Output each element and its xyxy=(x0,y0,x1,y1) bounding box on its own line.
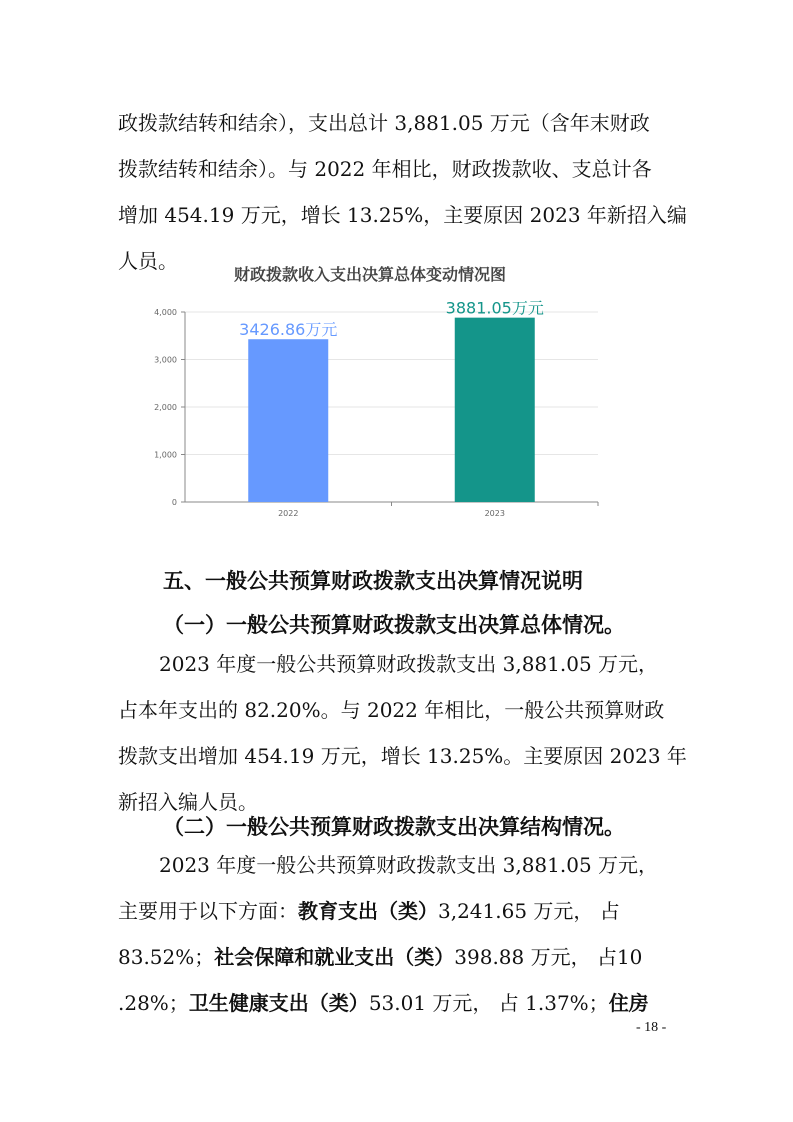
sub2-title: （二）一般公共预算财政拨款支出决算结构情况。 xyxy=(163,815,625,839)
sub1-paragraph xyxy=(118,641,687,825)
y-tick-label: 1,000 xyxy=(154,450,177,460)
y-tick-label: 0 xyxy=(171,498,177,507)
sub2-line xyxy=(118,980,678,1026)
data-label-2022: 3426.86万元 xyxy=(239,320,338,340)
bar-2022 xyxy=(248,339,328,502)
sub2-text: 53.01 万元， 占 1.37%； xyxy=(368,991,609,1015)
sub2-text: 83.52%； xyxy=(118,945,215,969)
health-expense-label: 卫生健康支出（类） xyxy=(188,991,369,1015)
housing-expense-label: 住房 xyxy=(608,991,649,1015)
intro-line: 人员。 xyxy=(118,249,178,273)
y-tick-label: 3,000 xyxy=(154,355,177,365)
sub2-text: 主要用于以下方面： xyxy=(118,899,298,923)
sub2-text: .28%； xyxy=(118,991,189,1015)
sub2-line xyxy=(118,934,678,980)
education-expense-label: 教育支出（类） xyxy=(298,899,438,923)
x-tick-label: 2023 xyxy=(484,509,505,518)
section5-title: 五、一般公共预算财政拨款支出决算情况说明 xyxy=(163,569,583,593)
bar-2023 xyxy=(455,318,535,502)
sub1-line: 2023 年度一般公共预算财政拨款支出 3,881.05 万元， xyxy=(159,652,659,676)
sub2-line xyxy=(118,888,678,934)
data-label-2023: 3881.05万元 xyxy=(445,298,544,318)
sub2-text: 398.88 万元， 占10 xyxy=(454,945,643,969)
chart-title: 财政拨款收入支出决算总体变动情况图 xyxy=(233,265,507,284)
page-number: - 18 - xyxy=(636,1020,667,1035)
sub2-line: 2023 年度一般公共预算财政拨款支出 3,881.05 万元， xyxy=(159,853,659,877)
social-security-expense-label: 社会保障和就业支出（类） xyxy=(214,945,455,969)
intro-line: 政拨款结转和结余），支出总计 3,881.05 万元（含年末财政 xyxy=(118,111,650,135)
y-tick-label: 4,000 xyxy=(154,308,177,317)
y-tick-label: 2,000 xyxy=(154,403,177,412)
intro-paragraph xyxy=(118,100,687,284)
sub2-paragraph xyxy=(118,842,678,1026)
x-tick-label: 2022 xyxy=(278,509,299,518)
sub1-line: 拨款支出增加 454.19 万元，增长 13.25%。主要原因 2023 年 xyxy=(118,744,687,768)
sub1-line: 占本年支出的 82.20%。与 2022 年相比，一般公共预算财政 xyxy=(118,698,665,722)
sub2-text: 3,241.65 万元， 占 xyxy=(438,899,620,923)
budget-change-chart xyxy=(130,258,610,528)
intro-line: 增加 454.19 万元，增长 13.25%，主要原因 2023 年新招入编 xyxy=(118,203,687,227)
sub1-line: 新招入编人员。 xyxy=(118,790,258,814)
sub1-title: （一）一般公共预算财政拨款支出决算总体情况。 xyxy=(163,613,625,637)
intro-line: 拨款结转和结余）。与 2022 年相比，财政拨款收、支总计各 xyxy=(118,157,652,181)
